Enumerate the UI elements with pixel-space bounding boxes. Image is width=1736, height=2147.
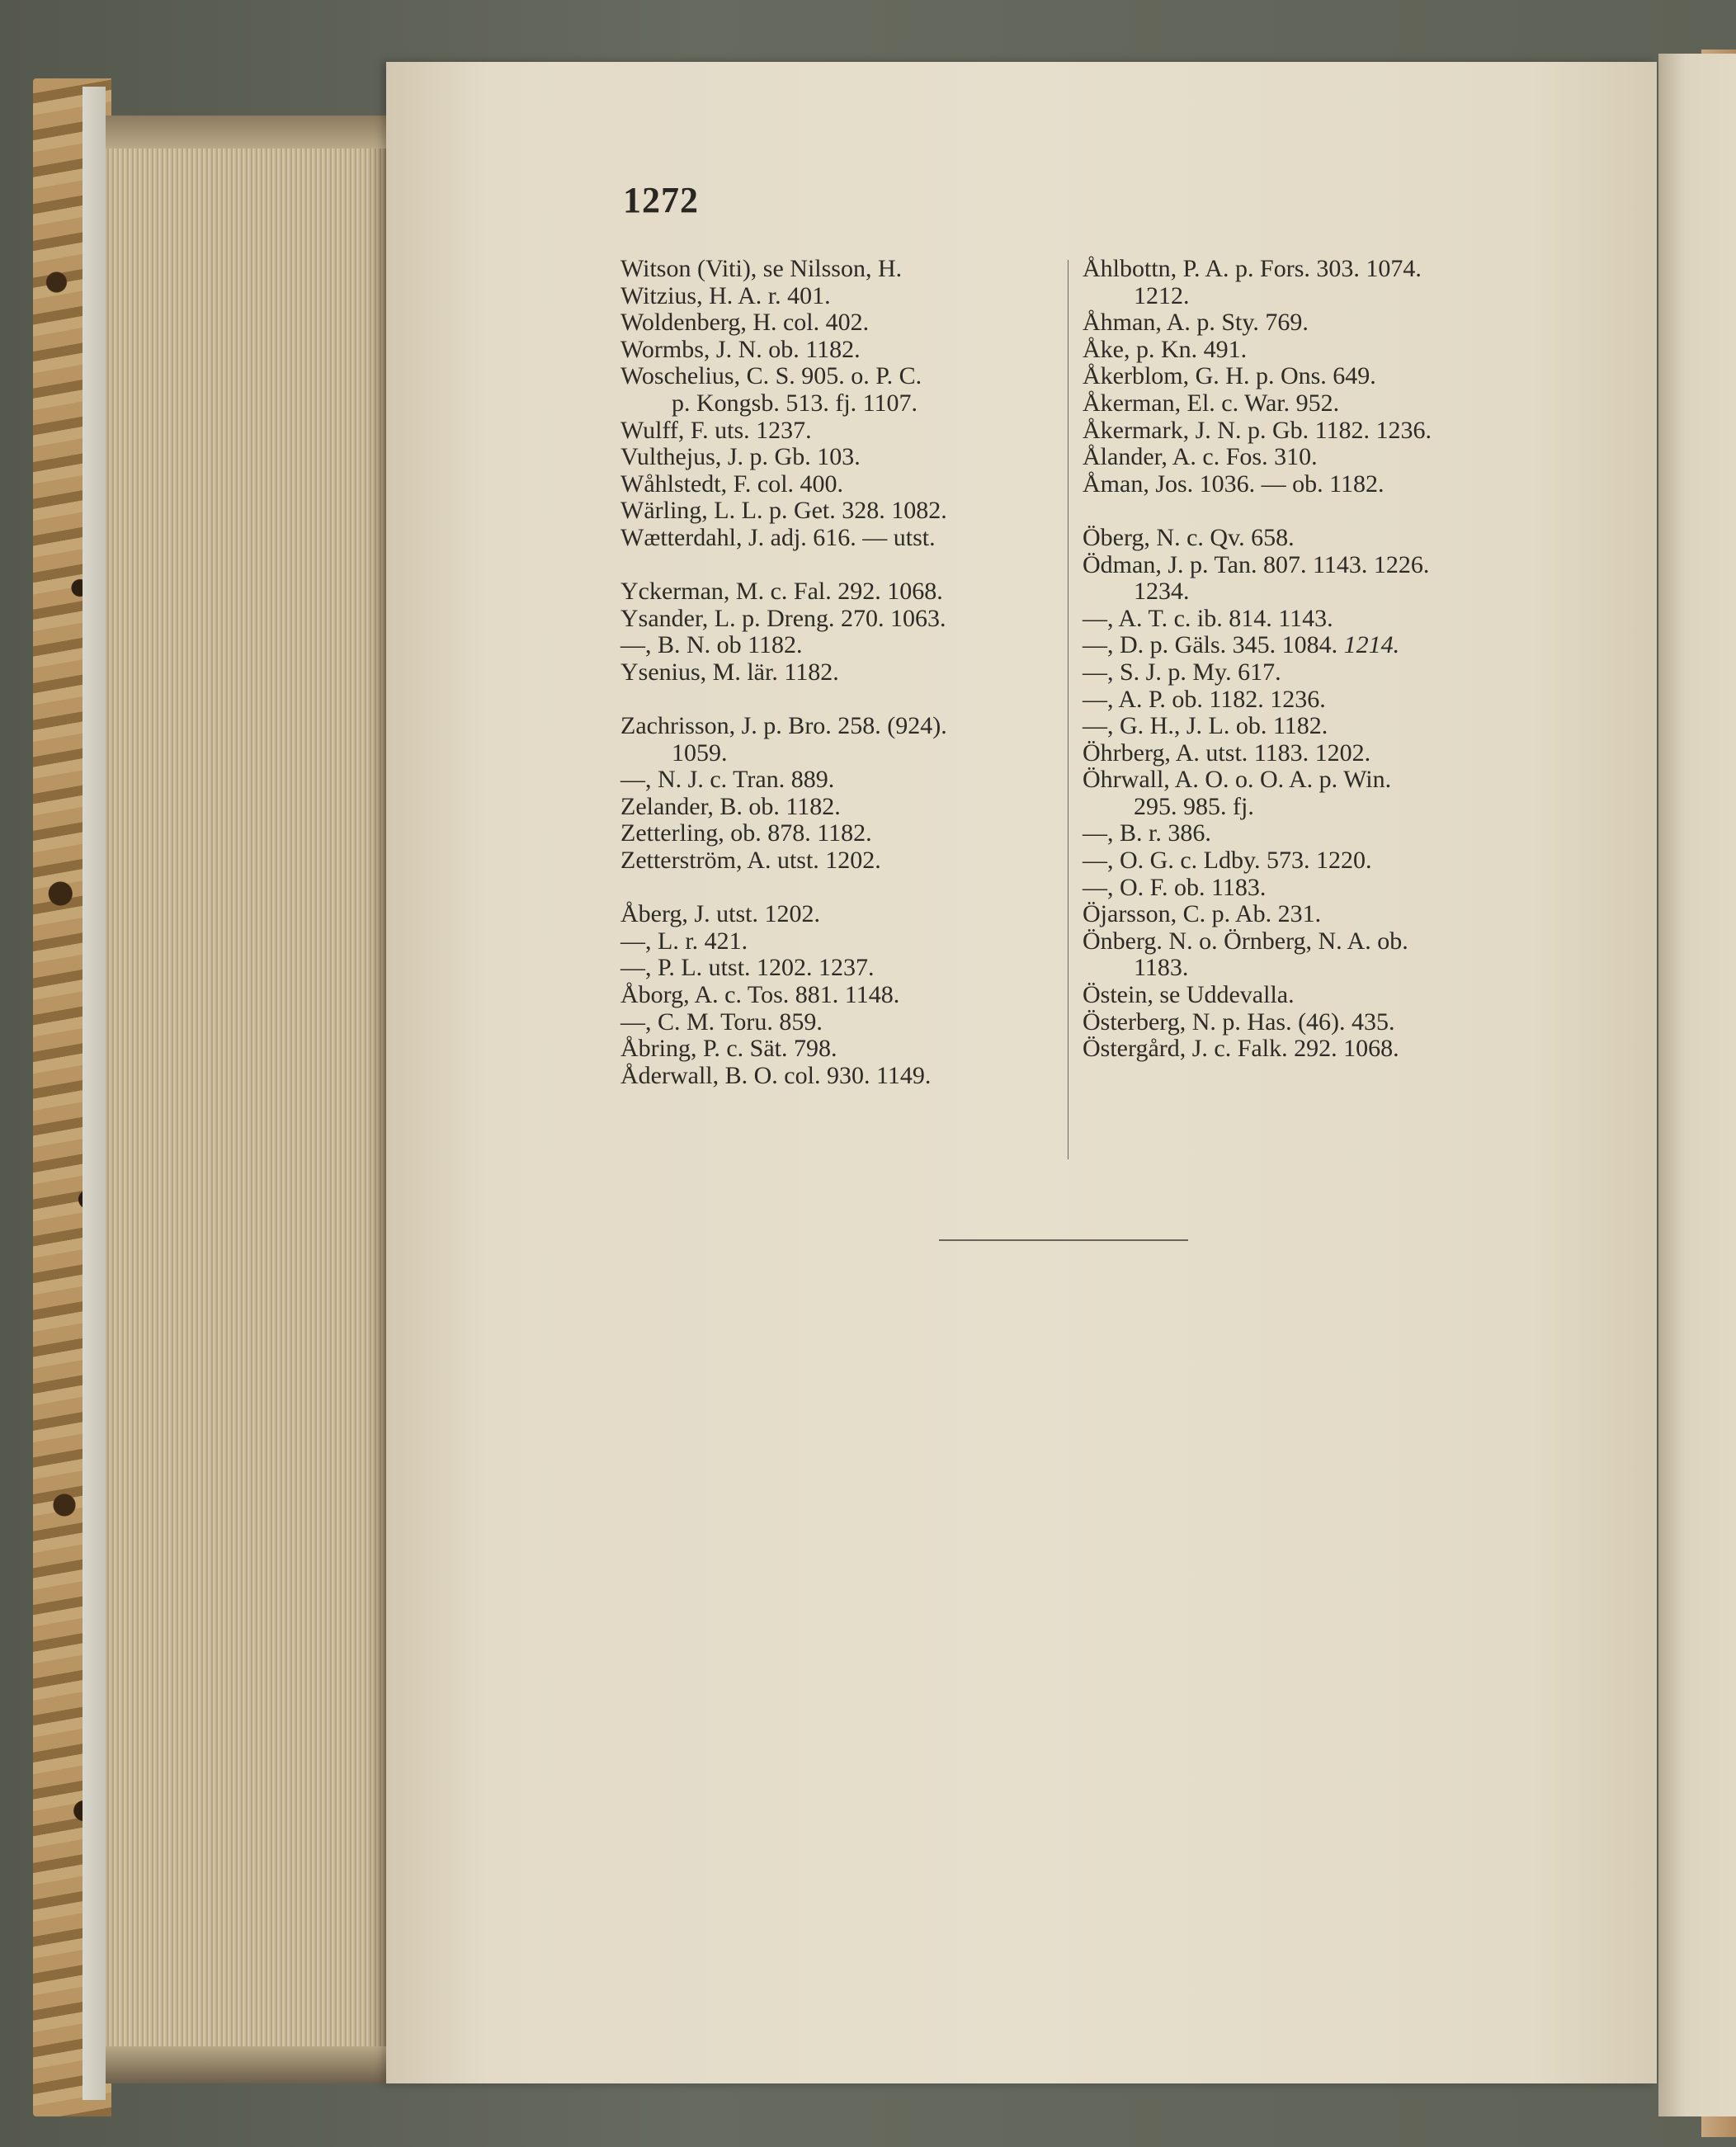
index-entry (620, 390, 1066, 418)
index-entry-text: —, B. r. 386. (1083, 819, 1211, 847)
index-entry (620, 256, 1066, 283)
index-entry-text: Åbring, P. c. Sät. 798. (620, 1035, 837, 1063)
index-entry-text: Witson (Viti), se Nilsson, H. (620, 255, 903, 282)
index-entry (1083, 794, 1528, 821)
index-entry-text: Åman, Jos. 1036. — ob. 1182. (1083, 470, 1385, 498)
index-entry (620, 606, 1066, 633)
index-entry (620, 820, 1066, 847)
index-entry-text: Ålander, A. c. Fos. 310. (1083, 443, 1318, 471)
index-entry (620, 337, 1066, 364)
end-rule (939, 1239, 1188, 1241)
index-entry (1083, 820, 1528, 847)
index-entry-text: —, B. N. ob 1182. (620, 631, 803, 659)
index-entry-text: Vulthejus, J. p. Gb. 103. (620, 443, 861, 471)
index-entry (620, 418, 1066, 445)
index-entry-text: Zelander, B. ob. 1182. (620, 792, 841, 820)
index-entry-text: Åkerblom, G. H. p. Ons. 649. (1083, 362, 1376, 390)
index-entry-text: Östein, se Uddevalla. (1083, 981, 1295, 1009)
index-entry (1083, 632, 1528, 659)
index-entry-text: Woldenberg, H. col. 402. (620, 309, 870, 337)
index-entry-text: Åhman, A. p. Sty. 769. (1083, 309, 1309, 337)
index-entry (1083, 687, 1528, 714)
index-entry-text: p. Kongsb. 513. fj. 1107. (672, 389, 918, 417)
index-entry-text: —, A. P. ob. 1182. 1236. (1083, 685, 1326, 713)
index-entry-text: Österberg, N. p. Has. (46). 435. (1083, 1007, 1395, 1036)
index-entry-text: Yckerman, M. c. Fal. 292. 1068. (620, 578, 943, 606)
index-entry (1083, 256, 1528, 283)
index-entry (1083, 283, 1528, 310)
index-entry (620, 1036, 1066, 1063)
index-entry (1083, 955, 1528, 982)
index-entry (620, 659, 1066, 687)
section-gap (620, 875, 1066, 902)
index-entry (620, 444, 1066, 471)
section-gap (1083, 498, 1528, 525)
index-entry-text: —, O. G. c. Ldby. 573. 1220. (1083, 847, 1372, 875)
index-entry (1083, 767, 1528, 794)
index-entry-text: 1183. (1134, 954, 1189, 982)
index-entry-italic: 1214. (1343, 631, 1400, 659)
index-entry (1083, 982, 1528, 1009)
index-entry (1083, 659, 1528, 687)
index-entry-text: Zachrisson, J. p. Bro. 258. (924). (620, 712, 947, 740)
index-entry (620, 740, 1066, 767)
page-edges (106, 116, 386, 2079)
index-entry-text: Öjarsson, C. p. Ab. 231. (1083, 900, 1322, 928)
index-entry-text: Zetterling, ob. 878. 1182. (620, 819, 872, 847)
page-edges-top (106, 116, 386, 149)
index-entry (620, 632, 1066, 659)
index-entry (1083, 1009, 1528, 1036)
index-entry (620, 578, 1066, 606)
index-entry (1083, 606, 1528, 633)
index-entry-text: Woschelius, C. S. 905. o. P. C. (620, 362, 922, 390)
index-entry (620, 309, 1066, 337)
index-entry (620, 498, 1066, 525)
index-entry (1083, 552, 1528, 579)
index-entry (1083, 740, 1528, 767)
index-entry (1083, 444, 1528, 471)
index-entry-text: Åborg, A. c. Tos. 881. 1148. (620, 981, 900, 1009)
index-entry (620, 901, 1066, 928)
index-entry-text: Ödman, J. p. Tan. 807. 1143. 1226. (1083, 550, 1430, 578)
index-entry-text: Åkermark, J. N. p. Gb. 1182. 1236. (1083, 416, 1432, 444)
section-gap (620, 687, 1066, 714)
index-entry-text: Östergård, J. c. Falk. 292. 1068. (1083, 1035, 1399, 1063)
index-entry (620, 767, 1066, 794)
index-entry-text: 1059. (672, 738, 728, 767)
index-entry-text: Wætterdahl, J. adj. 616. — utst. (620, 523, 936, 551)
index-entry-text: Öhrwall, A. O. o. O. A. p. Win. (1083, 766, 1392, 794)
index-entry (620, 1063, 1066, 1090)
index-entry (620, 713, 1066, 740)
index-entry (1083, 847, 1528, 875)
index-entry (620, 982, 1066, 1009)
index-column-right (1083, 256, 1528, 1063)
index-entry-text: Wåhlstedt, F. col. 400. (620, 470, 844, 498)
index-entry-text: —, D. p. Gäls. 345. 1084. (1083, 631, 1338, 659)
index-entry (1083, 1036, 1528, 1063)
index-entry-text: 1212. (1134, 281, 1190, 309)
index-column-left (620, 256, 1066, 1089)
index-entry (620, 1009, 1066, 1036)
index-entry-text: —, C. M. Toru. 859. (620, 1007, 823, 1036)
index-entry-text: Åderwall, B. O. col. 930. 1149. (620, 1061, 932, 1089)
index-entry-text: Åhlbottn, P. A. p. Fors. 303. 1074. (1083, 255, 1422, 282)
index-entry (1083, 309, 1528, 337)
index-entry (1083, 471, 1528, 498)
index-entry-text: 295. 985. fj. (1134, 792, 1254, 820)
index-entry-text: Öberg, N. c. Qv. 658. (1083, 523, 1295, 551)
index-entry-text: —, A. T. c. ib. 814. 1143. (1083, 604, 1333, 632)
index-entry-text: Åkerman, El. c. War. 952. (1083, 389, 1340, 417)
index-entry-text: Åke, p. Kn. 491. (1083, 335, 1248, 363)
page-edges-bottom (106, 2046, 386, 2083)
index-entry (620, 794, 1066, 821)
index-entry (620, 525, 1066, 552)
index-entry (620, 847, 1066, 875)
index-entry-text: 1234. (1134, 578, 1190, 606)
index-entry-text: —, G. H., J. L. ob. 1182. (1083, 712, 1328, 740)
index-entry-text: Wormbs, J. N. ob. 1182. (620, 335, 861, 363)
index-entry (1083, 578, 1528, 606)
index-entry (1083, 713, 1528, 740)
index-entry (620, 363, 1066, 390)
index-entry-text: —, P. L. utst. 1202. 1237. (620, 954, 875, 982)
index-entry-text: Zetterström, A. utst. 1202. (620, 847, 881, 875)
index-entry (620, 955, 1066, 982)
index-entry-text: Önberg. N. o. Örnberg, N. A. ob. (1083, 927, 1408, 955)
index-entry (1083, 337, 1528, 364)
page-number: 1272 (623, 180, 699, 220)
facing-page (1658, 54, 1736, 2116)
index-entry-text: —, L. r. 421. (620, 927, 748, 955)
index-entry-text: Witzius, H. A. r. 401. (620, 281, 831, 309)
cover-paper-edge (83, 87, 106, 2100)
index-entry (1083, 901, 1528, 928)
index-entry (1083, 525, 1528, 552)
index-entry (1083, 875, 1528, 902)
index-entry (1083, 390, 1528, 418)
index-entry (1083, 363, 1528, 390)
index-entry-text: —, O. F. ob. 1183. (1083, 873, 1267, 901)
index-entry-text: Öhrberg, A. utst. 1183. 1202. (1083, 738, 1371, 767)
index-entry-text: Wärling, L. L. p. Get. 328. 1082. (620, 497, 947, 525)
index-entry-text: Ysenius, M. lär. 1182. (620, 658, 839, 686)
index-entry (620, 928, 1066, 956)
index-entry (1083, 418, 1528, 445)
index-entry-text: Wulff, F. uts. 1237. (620, 416, 812, 444)
index-entry (1083, 928, 1528, 956)
index-entry-text: Ysander, L. p. Dreng. 270. 1063. (620, 604, 946, 632)
index-entry (620, 471, 1066, 498)
index-entry-text: Åberg, J. utst. 1202. (620, 900, 820, 928)
index-entry-text: —, N. J. c. Tran. 889. (620, 766, 835, 794)
section-gap (620, 552, 1066, 579)
index-entry (620, 283, 1066, 310)
index-entry-text: —, S. J. p. My. 617. (1083, 658, 1281, 686)
